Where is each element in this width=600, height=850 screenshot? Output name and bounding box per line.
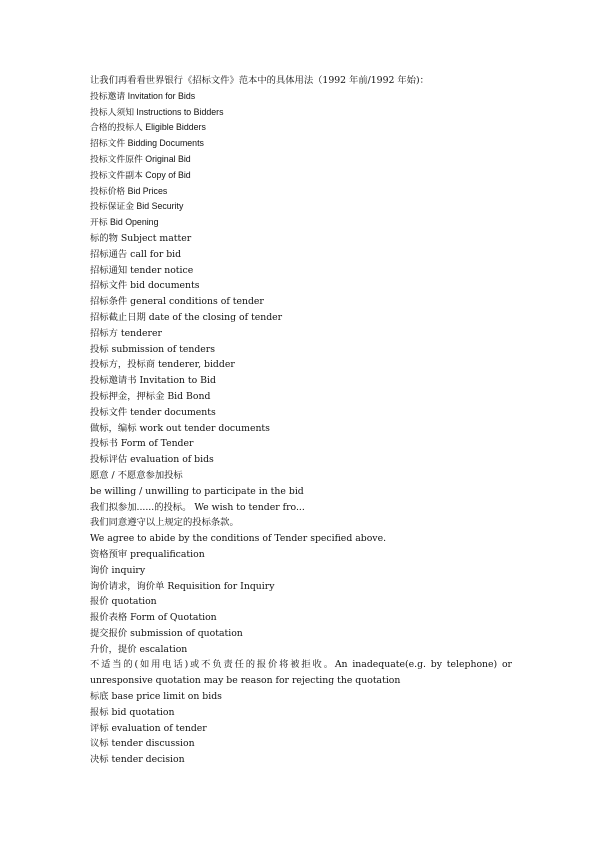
term-line: 投标邀请 Invitation for Bids	[90, 90, 196, 101]
term-line: We agree to abide by the conditions of Tender specified above.	[90, 533, 387, 545]
term-line: 报价表格 Form of Quotation	[90, 612, 217, 624]
term-line: 报标 bid quotation	[90, 706, 175, 718]
term-line: 做标，编标 work out tender documents	[90, 422, 270, 434]
term-line: 投标 submission of tenders	[90, 343, 215, 355]
term-line: 升价，提价 escalation	[90, 643, 188, 655]
term-line: 投标价格 Bid Prices	[90, 185, 168, 196]
term-line: 投标保证金 Bid Security	[90, 201, 184, 212]
term-line: 招标文件 bid documents	[90, 280, 200, 292]
term-line: 开标 Bid Opening	[90, 217, 159, 228]
term-line: 议标 tender discussion	[90, 738, 195, 750]
rejection-paragraph: 不适当的(如用电话)或不负责任的报价将被拒收。An inadequate(e.g. by telephone) or unresponsive quotation may be reason for rejecting the quotation	[90, 659, 512, 687]
term-line: 招标通知 tender notice	[90, 264, 194, 276]
term-line: 招标通告 call for bid	[90, 248, 182, 260]
term-line: 投标文件原件 Original Bid	[90, 153, 191, 164]
term-line: 询价 inquiry	[90, 564, 146, 576]
term-line: 询价请求，询价单 Requisition for Inquiry	[90, 580, 275, 592]
term-line: 合格的投标人 Eligible Bidders	[90, 122, 206, 133]
term-line: 投标评估 evaluation of bids	[90, 454, 214, 466]
term-line: 标底 base price limit on bids	[90, 691, 222, 703]
term-line: 投标邀请书 Invitation to Bid	[90, 375, 216, 387]
term-line: 评标 evaluation of tender	[90, 722, 207, 734]
term-line: 我们同意遵守以上规定的投标条款。	[90, 517, 239, 529]
term-line: 招标条件 general conditions of tender	[90, 296, 264, 308]
term-line: be willing / unwilling to participate in the bid	[90, 485, 304, 497]
term-line: 投标文件 tender documents	[90, 406, 216, 418]
term-line: 招标截止日期 date of the closing of tender	[90, 311, 283, 323]
term-line: 标的物 Subject matter	[90, 232, 192, 244]
term-line: 投标押金，押标金 Bid Bond	[90, 390, 211, 402]
term-line: 投标方，投标商 tenderer, bidder	[90, 359, 235, 371]
term-line: 投标文件副本 Copy of Bid	[90, 169, 191, 180]
document-page	[90, 73, 520, 768]
term-line: 提交报价 submission of quotation	[90, 627, 243, 639]
term-line: 投标人须知 Instructions to Bidders	[90, 106, 224, 117]
intro-line: 让我们再看看世界银行《招标文件》范本中的具体用法（1992 年前/1992 年始)：	[90, 75, 429, 86]
term-line: 招标文件 Bidding Documents	[90, 138, 204, 149]
term-line: 决标 tender decision	[90, 754, 185, 766]
term-line: 招标方 tenderer	[90, 327, 162, 339]
term-line: 投标书 Form of Tender	[90, 438, 194, 450]
term-line: 愿意 / 不愿意参加投标	[90, 469, 183, 481]
term-line: 报价 quotation	[90, 596, 157, 608]
term-line: 我们拟参加......的投标。 We wish to tender fro...	[90, 501, 305, 513]
term-line: 资格预审 prequalification	[90, 548, 205, 560]
